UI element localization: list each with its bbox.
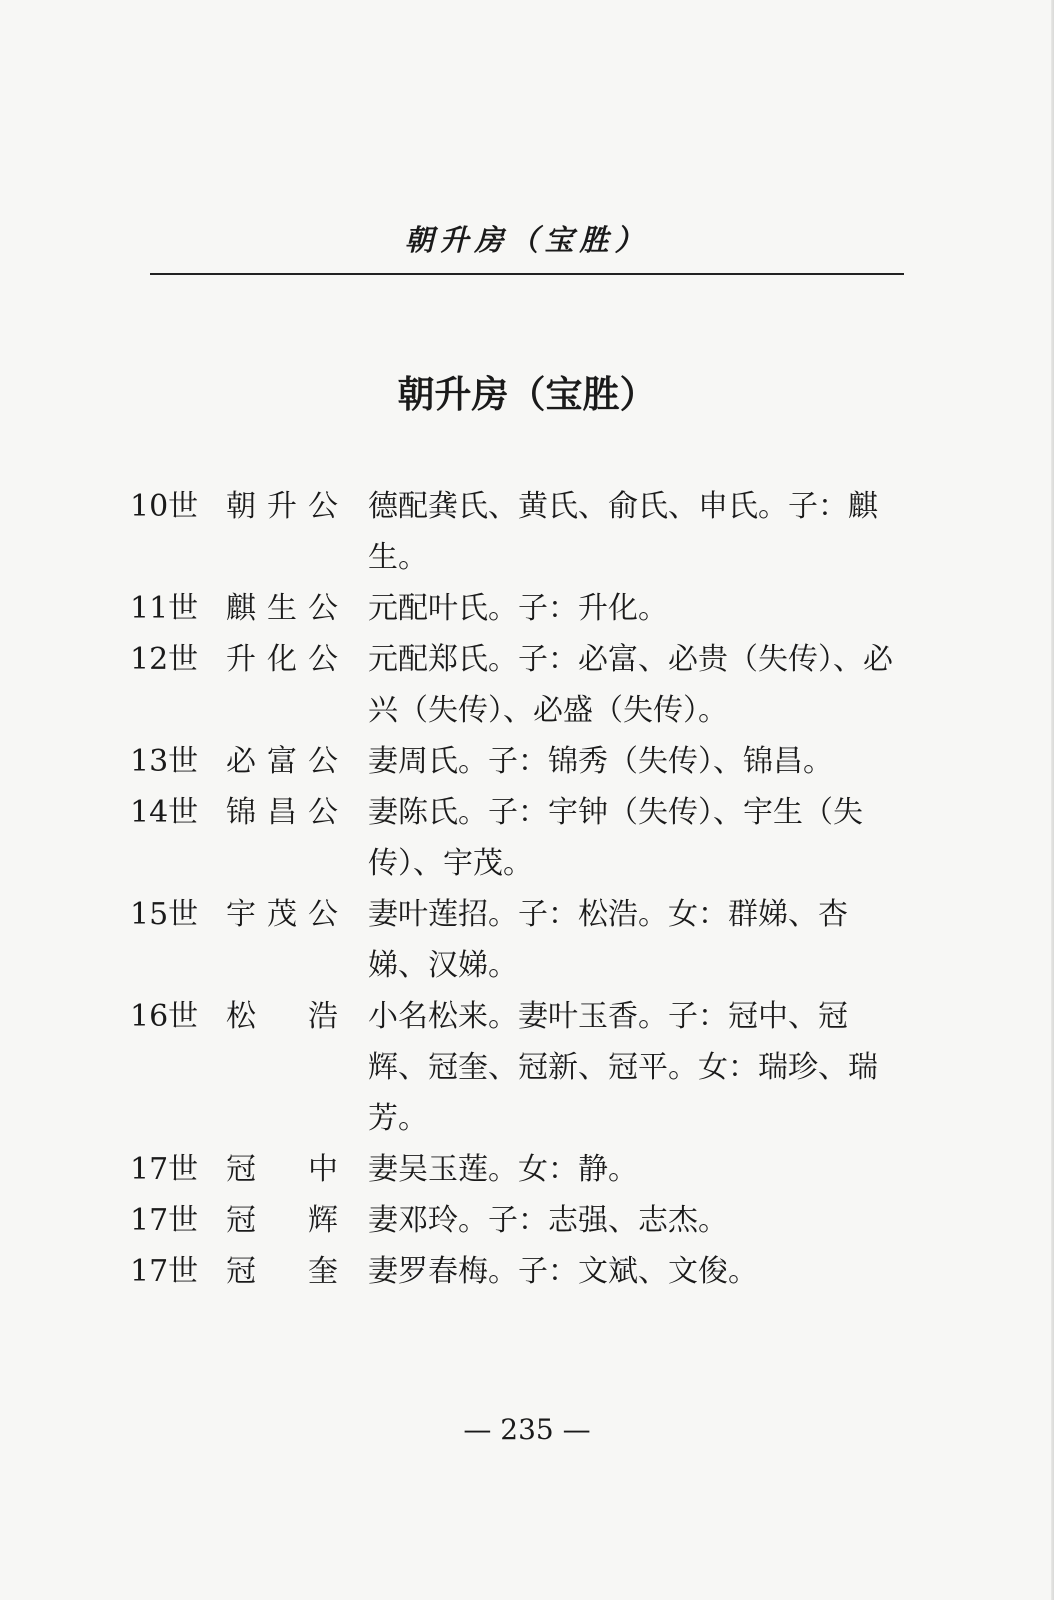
generation: 17世 <box>130 1152 199 1187</box>
genealogy-entry <box>130 634 900 736</box>
generation: 10世 <box>130 489 199 524</box>
entry-description: 小名松来。妻叶玉香。子：冠中、冠辉、冠奎、冠新、冠平。女：瑞珍、瑞芳。 <box>368 999 878 1136</box>
ancestor-name: 冠 中 <box>226 1152 338 1187</box>
header-rule <box>150 273 904 275</box>
ancestor-name: 冠 奎 <box>226 1254 338 1289</box>
genealogy-entry <box>130 889 900 991</box>
entry-description: 妻罗春梅。子：文斌、文俊。 <box>368 1254 758 1289</box>
genealogy-entry <box>130 787 900 889</box>
running-header: 朝升房（宝胜） <box>404 223 650 257</box>
page-title: 朝升房（宝胜） <box>397 372 657 416</box>
genealogy-entry <box>130 736 900 787</box>
ancestor-name: 朝升公 <box>226 489 338 524</box>
genealogy-entry <box>130 583 900 634</box>
entry-description: 妻邓玲。子：志强、志杰。 <box>368 1203 728 1238</box>
entry-description: 妻吴玉莲。女：静。 <box>368 1152 638 1187</box>
entry-description: 德配龚氏、黄氏、俞氏、申氏。子：麒生。 <box>368 489 878 575</box>
genealogy-entry <box>130 1246 900 1297</box>
genealogy-entry <box>130 1144 900 1195</box>
entry-description: 妻周氏。子：锦秀（失传）、锦昌。 <box>368 744 833 779</box>
genealogy-entry <box>130 481 900 583</box>
entry-description: 妻叶莲招。子：松浩。女：群娣、杏娣、汉娣。 <box>368 897 848 983</box>
ancestor-name: 麒生公 <box>226 591 338 626</box>
generation: 16世 <box>130 999 199 1034</box>
ancestor-name: 冠 辉 <box>226 1203 338 1238</box>
generation: 11世 <box>130 591 199 626</box>
entry-description: 妻陈氏。子：宇钟（失传）、宇生（失传）、宇茂。 <box>368 795 863 881</box>
genealogy-entry <box>130 1195 900 1246</box>
generation: 15世 <box>130 897 199 932</box>
ancestor-name: 升化公 <box>226 642 338 677</box>
ancestor-name: 松 浩 <box>226 999 338 1034</box>
ancestor-name: 必富公 <box>226 744 338 779</box>
ancestor-name: 锦昌公 <box>226 795 338 830</box>
entry-description: 元配叶氏。子：升化。 <box>368 591 668 626</box>
generation: 17世 <box>130 1203 199 1238</box>
genealogy-entry <box>130 991 900 1144</box>
entry-description: 元配郑氏。子：必富、必贵（失传）、必兴（失传）、必盛（失传）。 <box>368 642 893 728</box>
generation: 13世 <box>130 744 199 779</box>
page-number: — 235 — <box>463 1413 591 1446</box>
generation: 14世 <box>130 795 199 830</box>
genealogy-entries <box>130 481 900 1297</box>
ancestor-name: 宇茂公 <box>226 897 338 932</box>
generation: 17世 <box>130 1254 199 1289</box>
generation: 12世 <box>130 642 199 677</box>
